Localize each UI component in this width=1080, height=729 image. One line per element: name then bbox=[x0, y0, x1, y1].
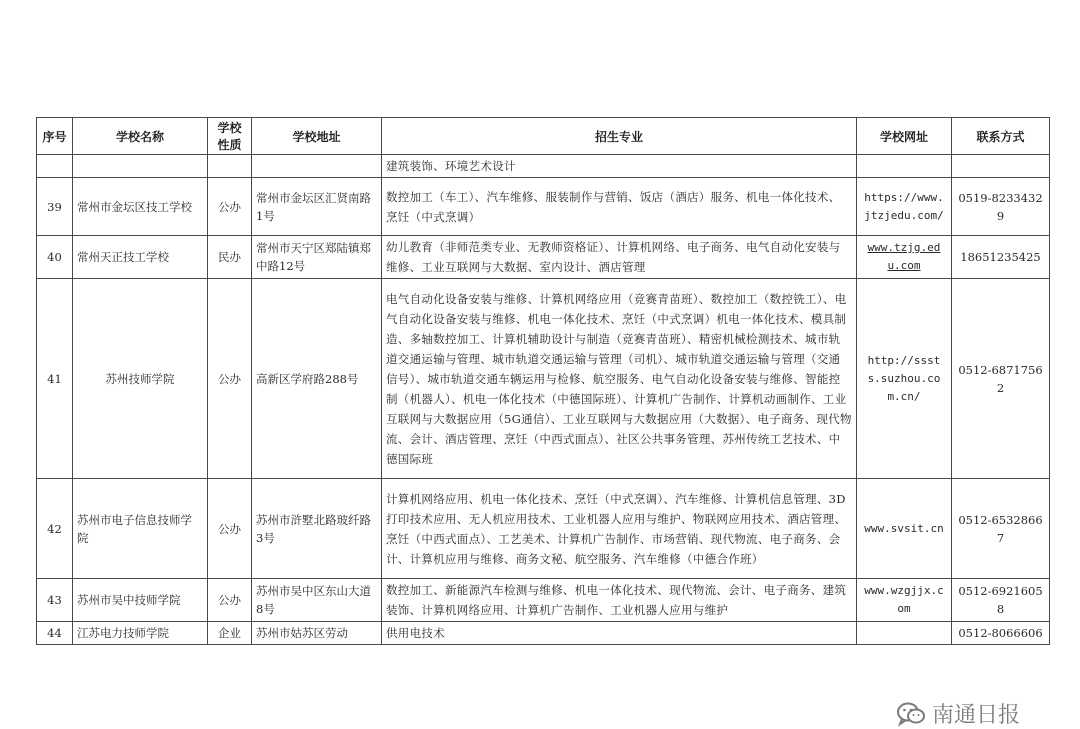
row-website[interactable]: www.svsit.cn bbox=[857, 479, 952, 579]
row-address: 常州市天宁区郑陆镇郑中路12号 bbox=[252, 236, 382, 279]
watermark bbox=[896, 698, 1020, 729]
row-majors: 电气自动化设备安装与维修、计算机网络应用（竞赛青苗班）、数控加工（数控铣工）、电气自动化设备安装与维修、机电一体化技术、烹饪（中式烹调）机电一体化技术、模具制造、多轴数控加工、计算机辅助设计与制造（竞赛青苗班）、精密机械检测技术、城市轨道交通运输与管理、城市轨道交通运输与管理（司机）、城市轨道交通运输与管理（交通信号）、城市轨道交通车辆运用与检修、航空服务、电气自动化设备安装与维修、智能控制（机器人）、机电一体化技术（中德国际班）、计算机广告制作、计算机动画制作、工业互联网与大数据应用（5G通信）、工业互联网与大数据应用（大数据）、电子商务、现代物流、会计、酒店管理、烹饪（中西式面点）、社区公共事务管理、苏州传统工艺技术、中德国际班 bbox=[382, 279, 857, 479]
row-school-name: 苏州技师学院 bbox=[73, 279, 208, 479]
header-address: 学校地址 bbox=[252, 118, 382, 155]
row-seq: 43 bbox=[37, 579, 73, 622]
row-website[interactable]: www.wzgjjx.com bbox=[857, 579, 952, 622]
watermark-text: 南通日报 bbox=[932, 703, 1021, 728]
row-contact: 0512-69216058 bbox=[952, 579, 1050, 622]
row-contact: 0512-68717562 bbox=[952, 279, 1050, 479]
row-seq: 41 bbox=[37, 279, 73, 479]
row-school-name: 江苏电力技师学院 bbox=[73, 622, 208, 645]
row-nature: 民办 bbox=[208, 236, 252, 279]
row-address: 苏州市姑苏区劳动 bbox=[252, 622, 382, 645]
continuation-row bbox=[37, 155, 1050, 178]
row-address: 常州市金坛区汇贤南路1号 bbox=[252, 178, 382, 236]
row-website[interactable]: www.tzjg.edu.com bbox=[857, 236, 952, 279]
header-row bbox=[37, 118, 1050, 155]
row-nature: 公办 bbox=[208, 479, 252, 579]
header-name: 学校名称 bbox=[73, 118, 208, 155]
row-nature: 公办 bbox=[208, 178, 252, 236]
row-address: 苏州市浒墅北路玻纤路3号 bbox=[252, 479, 382, 579]
wechat-icon bbox=[896, 701, 926, 727]
row-contact: 18651235425 bbox=[952, 236, 1050, 279]
header-nature: 学校性质 bbox=[208, 118, 252, 155]
continuation-majors: 建筑装饰、环境艺术设计 bbox=[382, 155, 857, 178]
table-row bbox=[37, 579, 1050, 622]
header-seq: 序号 bbox=[37, 118, 73, 155]
table-row bbox=[37, 622, 1050, 645]
table-row bbox=[37, 236, 1050, 279]
table-row bbox=[37, 178, 1050, 236]
row-seq: 39 bbox=[37, 178, 73, 236]
table-row bbox=[37, 279, 1050, 479]
row-majors: 数控加工、新能源汽车检测与维修、机电一体化技术、现代物流、会计、电子商务、建筑装饰、计算机网络应用、计算机广告制作、工业机器人应用与维护 bbox=[382, 579, 857, 622]
school-table bbox=[36, 117, 1050, 645]
row-seq: 44 bbox=[37, 622, 73, 645]
row-school-name: 常州市金坛区技工学校 bbox=[73, 178, 208, 236]
row-majors: 计算机网络应用、机电一体化技术、烹饪（中式烹调）、汽车维修、计算机信息管理、3D打印技术应用、无人机应用技术、工业机器人应用与维护、物联网应用技术、酒店管理、烹饪（中西式面点）、工艺美术、计算机广告制作、市场营销、现代物流、电子商务、会计、计算机应用与维修、商务文秘、航空服务、汽车维修（中德合作班） bbox=[382, 479, 857, 579]
row-contact: 0512-8066606 bbox=[952, 622, 1050, 645]
row-address: 苏州市吴中区东山大道8号 bbox=[252, 579, 382, 622]
row-nature: 公办 bbox=[208, 579, 252, 622]
row-address: 高新区学府路288号 bbox=[252, 279, 382, 479]
row-seq: 40 bbox=[37, 236, 73, 279]
row-nature: 公办 bbox=[208, 279, 252, 479]
row-majors: 供用电技术 bbox=[382, 622, 857, 645]
row-contact: 0512-65328667 bbox=[952, 479, 1050, 579]
row-seq: 42 bbox=[37, 479, 73, 579]
row-website[interactable]: http://sssts.suzhou.com.cn/ bbox=[857, 279, 952, 479]
row-nature: 企业 bbox=[208, 622, 252, 645]
row-contact: 0519-82334329 bbox=[952, 178, 1050, 236]
row-website[interactable]: https://www.jtzjedu.com/ bbox=[857, 178, 952, 236]
row-website bbox=[857, 622, 952, 645]
header-website: 学校网址 bbox=[857, 118, 952, 155]
row-majors: 幼儿教育（非师范类专业、无教师资格证）、计算机网络、电子商务、电气自动化安装与维修、工业互联网与大数据、室内设计、酒店管理 bbox=[382, 236, 857, 279]
row-school-name: 苏州市电子信息技师学院 bbox=[73, 479, 208, 579]
row-school-name: 苏州市吴中技师学院 bbox=[73, 579, 208, 622]
header-majors: 招生专业 bbox=[382, 118, 857, 155]
row-school-name: 常州天正技工学校 bbox=[73, 236, 208, 279]
header-contact: 联系方式 bbox=[952, 118, 1050, 155]
row-majors: 数控加工（车工）、汽车维修、服装制作与营销、饭店（酒店）服务、机电一体化技术、烹饪（中式烹调） bbox=[382, 178, 857, 236]
table-row bbox=[37, 479, 1050, 579]
